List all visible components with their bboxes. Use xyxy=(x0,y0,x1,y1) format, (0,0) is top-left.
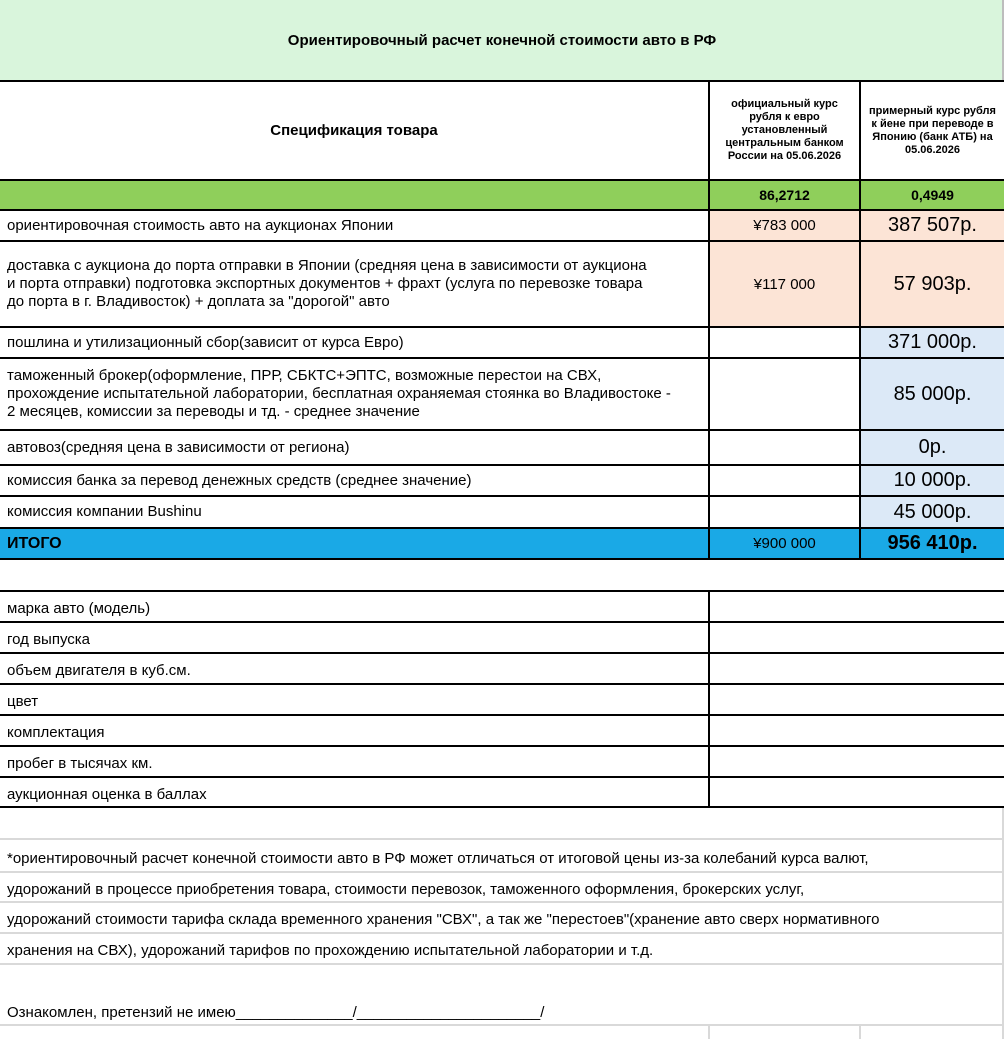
cost-row-label: автовоз(средняя цена в зависимости от региона) xyxy=(7,438,350,456)
total-yen: ¥900 000 xyxy=(753,535,816,552)
grid-line xyxy=(0,871,1004,873)
cost-row-yen: ¥117 000 xyxy=(753,275,816,293)
table-border xyxy=(0,745,1004,747)
table-border xyxy=(0,209,1004,211)
table-border xyxy=(0,464,1004,466)
grid-line xyxy=(0,963,1004,965)
acknowledgement: Ознакомлен, претензий не имею______________/______________________/ xyxy=(7,1004,545,1021)
table-border xyxy=(0,179,1004,181)
cost-row-yen: ¥783 000 xyxy=(753,217,816,234)
table-border xyxy=(0,652,1004,654)
spec-row-value[interactable] xyxy=(710,592,1004,621)
disclaimer-line: *ориентировочный расчет конечной стоимости авто в РФ может отличаться от итоговой цены из-за колебаний курса валют, xyxy=(7,850,869,867)
table-border xyxy=(708,590,710,808)
spec-row-label: пробег в тысячах км. xyxy=(7,754,153,772)
disclaimer-line: удорожаний стоимости тарифа склада временного хранения "СВХ", а так же "перестоев"(хранение авто сверх нормативного xyxy=(7,911,880,928)
spec-row-value[interactable] xyxy=(710,654,1004,683)
spec-row-label: комплектация xyxy=(7,723,105,741)
cost-row-rub: 387 507р. xyxy=(888,214,977,236)
table-border xyxy=(0,429,1004,431)
spec-row-label: цвет xyxy=(7,692,39,710)
table-border xyxy=(0,683,1004,685)
spec-row-value[interactable] xyxy=(710,623,1004,652)
table-border xyxy=(0,776,1004,778)
yen-rate-header: примерный курс рубля к йене при переводе в Японию (банк АТБ) на 05.06.2026 xyxy=(869,104,996,156)
cost-row-label: таможенный брокер(оформление, ПРР, СБКТС+ЭПТС, возможные перестои на СВХ, прохождение испытательной лаборатории, бесплатная охраняемая стоянка во Владивостоке - 2 месяцев, комиссии за переводы и тд. - среднее значение xyxy=(7,367,671,420)
table-border xyxy=(0,240,1004,242)
cost-row-yen xyxy=(710,328,859,357)
table-border xyxy=(0,806,1004,808)
spec-row-label: аукционная оценка в баллах xyxy=(7,785,207,803)
spec-row-value[interactable] xyxy=(710,685,1004,714)
grid-line xyxy=(859,1024,861,1039)
grid-line xyxy=(0,1024,1004,1026)
table-border xyxy=(0,495,1004,497)
cost-row-rub: 371 000р. xyxy=(888,331,977,353)
grid-line xyxy=(0,932,1004,934)
spec-row-label: объем двигателя в куб.см. xyxy=(7,661,191,679)
cost-row-label: ориентировочная стоимость авто на аукционах Японии xyxy=(7,216,394,234)
total-rub: 956 410р. xyxy=(887,532,978,554)
cost-row-rub: 85 000р. xyxy=(893,382,972,405)
cost-row-rub: 45 000р. xyxy=(893,500,972,523)
grid-line xyxy=(0,838,1004,840)
table-border xyxy=(0,621,1004,623)
cost-row-label: комиссия компании Bushinu xyxy=(7,503,202,520)
spec-row-value[interactable] xyxy=(710,716,1004,745)
spec-row-value[interactable] xyxy=(710,747,1004,776)
table-border xyxy=(859,80,861,560)
spec-row-value[interactable] xyxy=(710,778,1004,807)
cost-row-yen xyxy=(710,431,859,464)
grid-line xyxy=(0,901,1004,903)
table-border xyxy=(0,558,1004,560)
cost-row-yen xyxy=(710,497,859,527)
table-border xyxy=(708,80,710,560)
yen-rate-value: 0,4949 xyxy=(911,187,954,203)
euro-rate-value: 86,2712 xyxy=(759,187,810,203)
cost-row-rub: 0р. xyxy=(918,436,947,458)
table-border xyxy=(0,590,1004,592)
spec-header: Спецификация товара xyxy=(270,122,438,139)
euro-rate-header: официальный курс рубля к евро установленный центральным банком России на 05.06.2026 xyxy=(725,98,844,162)
table-border xyxy=(0,326,1004,328)
cost-row-rub: 57 903р. xyxy=(893,272,972,295)
total-label: ИТОГО xyxy=(7,534,62,552)
disclaimer-line: удорожаний в процессе приобретения товара, стоимости перевозок, таможенного оформления, брокерских услуг, xyxy=(7,881,805,898)
table-border xyxy=(0,357,1004,359)
cost-row-label: пошлина и утилизационный сбор(зависит от курса Евро) xyxy=(7,333,404,351)
spec-row-label: марка авто (модель) xyxy=(7,599,151,617)
spec-row-label: год выпуска xyxy=(7,630,91,648)
cost-row-yen xyxy=(710,359,859,429)
disclaimer-line: хранения на СВХ), удорожаний тарифов по прохождению испытательной лаборатории и т.д. xyxy=(7,942,654,959)
table-border xyxy=(0,80,1004,82)
cost-row-label: доставка с аукциона до порта отправки в Японии (средняя цена в зависимости от аукциона и порта отправки) подготовка экспортных документов + фрахт (услуга по перевозке товара до порта в г. Владивосток) + доплата за "дорогой" авто xyxy=(7,257,647,310)
table-border xyxy=(0,714,1004,716)
page-title: Ориентировочный расчет конечной стоимости авто в РФ xyxy=(287,31,717,49)
grid-line xyxy=(708,1024,710,1039)
table-border xyxy=(0,527,1004,529)
cost-row-rub: 10 000р. xyxy=(893,469,972,491)
cost-row-label: комиссия банка за перевод денежных средств (среднее значение) xyxy=(7,471,472,489)
cost-row-yen xyxy=(710,466,859,495)
